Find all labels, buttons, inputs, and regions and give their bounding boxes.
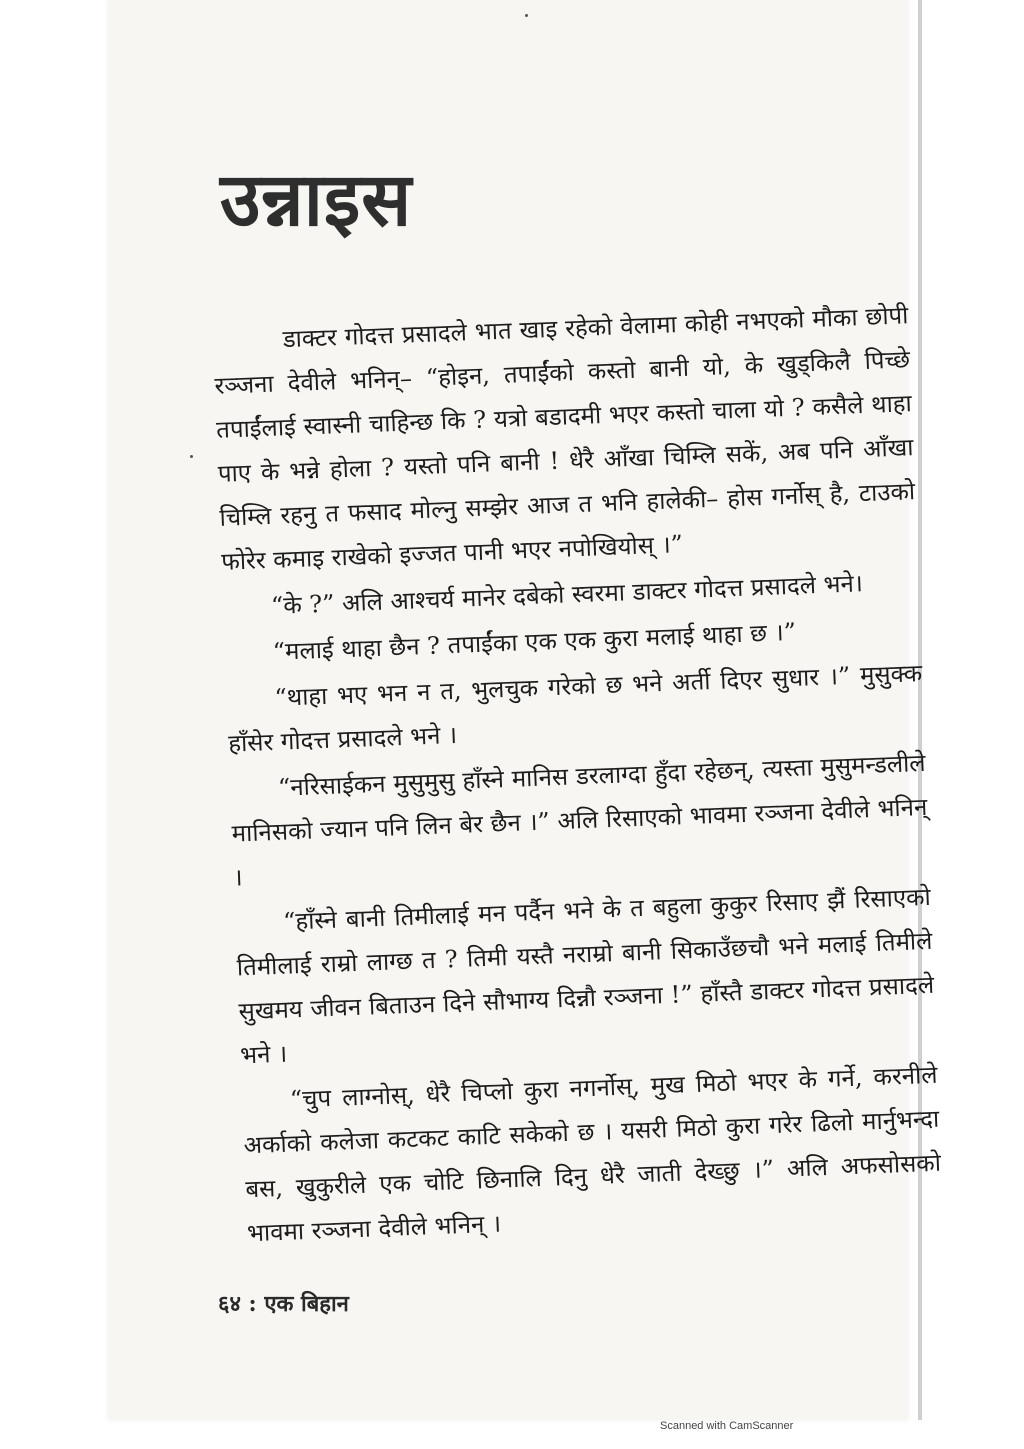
paragraph: “थाहा भए भन न त, भुलचुक गरेको छ भने अर्ती दिएर सुधार ।” मुसुक्क हाँसेर गोदत्त प्रसादले भने । (227, 659, 923, 758)
paragraph: “के ?” अलि आश्चर्य मानेर दबेको स्वरमा डाक्टर गोदत्त प्रसादले भने। (270, 569, 864, 620)
paragraph: डाक्टर गोदत्त प्रसादले भात खाइ रहेको वेलामा कोही नभएको मौका छोपी रञ्जना देवीले भनिन्– “होइन, तपाईंको कस्तो बानी यो, के खुड्‌किलै पिच्छे तपाईंलाई स्वास्नी चाहिन्छ कि ? यत्रो बडादमी भएर कस्तो चाला यो ? कसैले थाहा पाए के भन्ने होला ? यस्तो पनि बानी ! धेरै आँखा चिम्लि सकें, अब पनि आँखा चिम्लि रहनु त फसाद मोल्नु सम्झेर आज त भनि हालेकी– होस गर्नोस् है, टाउको फोरेर कमाइ राखेको इज्जत पानी भएर नपोखियोस् ।” (213, 301, 916, 576)
paragraph: “चुप लाग्नोस्, धेरै चिप्लो कुरा नगर्नोस्, मुख मिठो भएर के गर्ने, करनीले अर्काको कलेजा कटकट काटि सकेको छ । यसरी मिठो कुरा गरेर ढिलो मार्नुभन्दा बस, खुकुरीले एक चोटि छिनालि दिनु धेरै जाती देख्छु ।” अलि अफसोसको भावमा रञ्जना देवीले भनिन् । (243, 1060, 942, 1248)
scanner-watermark: Scanned with CamScanner (660, 1420, 794, 1432)
paragraph: “मलाई थाहा छैन ? तपाईंका एक एक कुरा मलाई थाहा छ ।” (272, 617, 797, 666)
paragraph: “हाँस्ने बानी तिमीलाई मन पर्दैन भने के त बहुला कुकुर रिसाए झैं रिसाएको तिमीलाई राम्रो लाग्छ त ? तिमी यस्तै नराम्रो बानी सिकाउँछचौ भने मलाई तिमीले सुखमय जीवन बिताउन दिने सौभाग्य दिन्नौ रञ्जना !” हाँस्तै डाक्टर गोदत्त प्रसादले भने । (236, 882, 935, 1070)
scan-speck (190, 455, 193, 458)
scan-speck (525, 14, 528, 17)
chapter-body (212, 293, 943, 1257)
page-footer: ६४ : एक बिहान (218, 1291, 349, 1317)
paragraph: “नरिसाईकन मुसुमुसु हाँस्ने मानिस डरलाग्दा हुँदा रहेछन्, त्यस्ता मुसुमन्डलीले मानिसको ज्यान पनि लिन बेर छैन ।” अलि रिसाएको भावमा रञ्जना देवीले भनिन् । (231, 748, 928, 892)
chapter-title: उन्नाइस (220, 157, 413, 243)
